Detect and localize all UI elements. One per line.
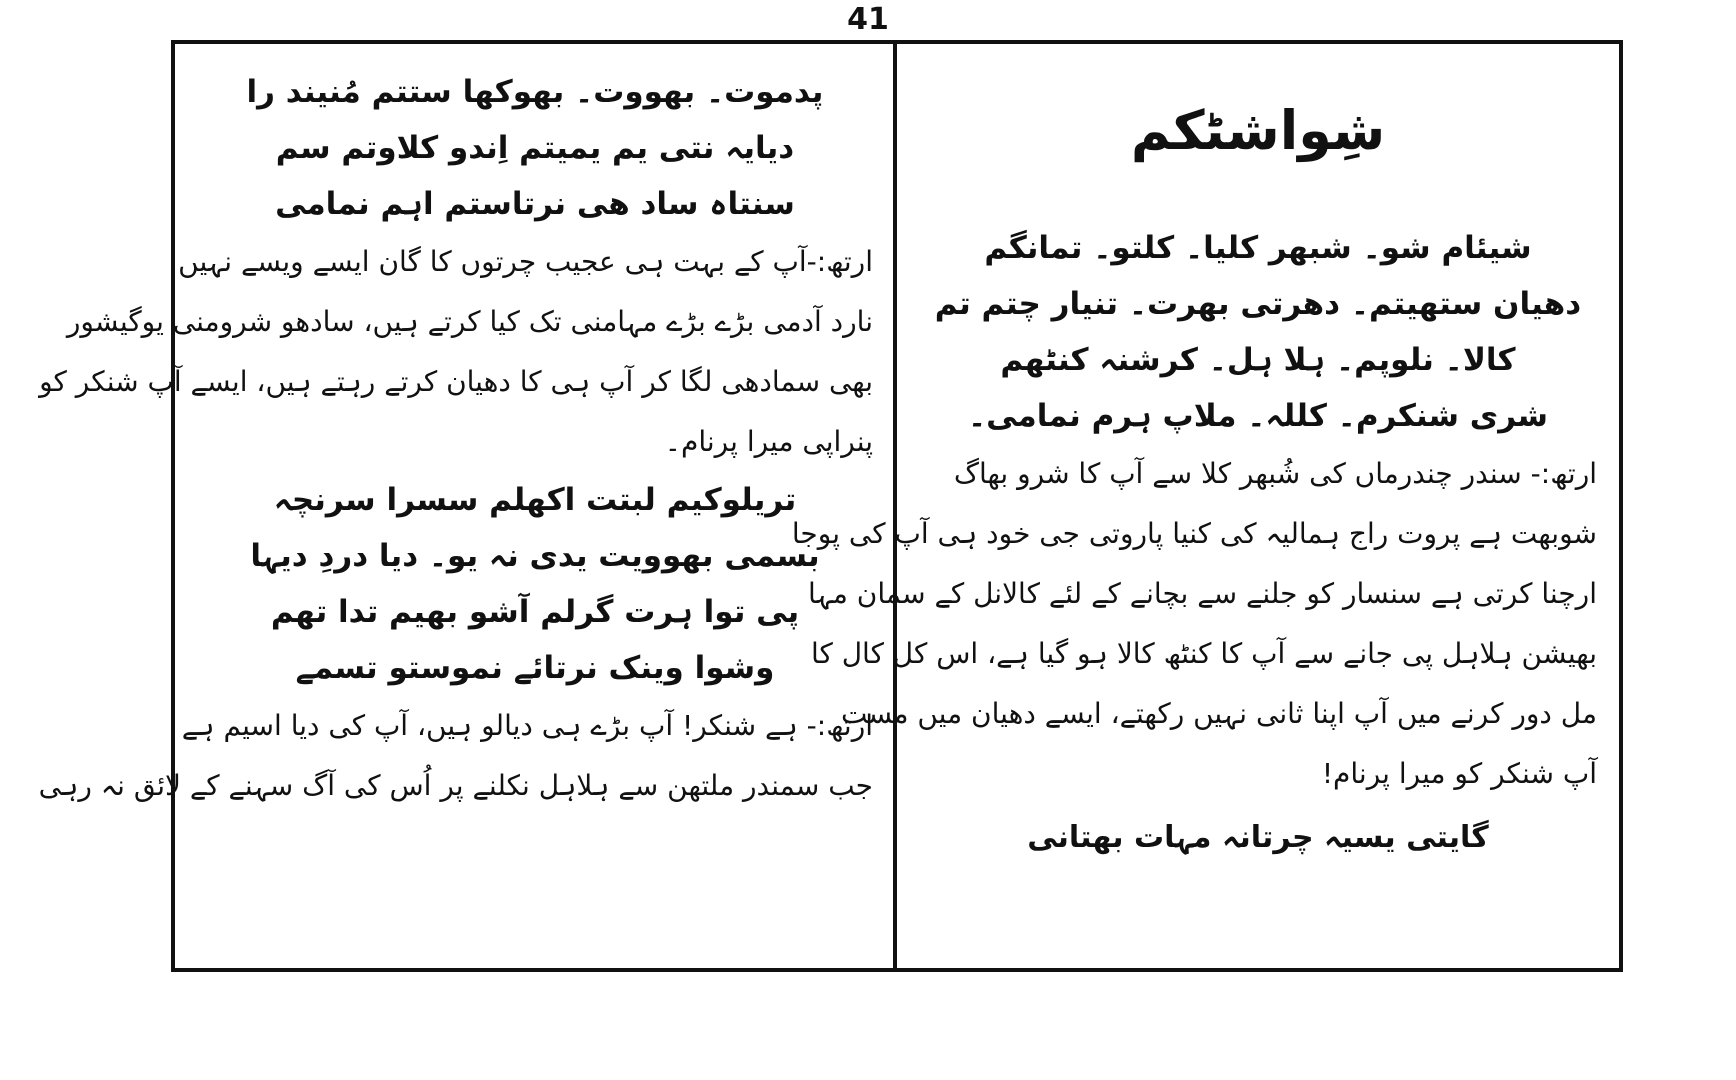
verse-line: شیئام شو۔ شبھر کلیا۔ کلتو۔ تمانگم [984,230,1532,266]
prose-line: مل دور کرنے میں آپ اپنا ثانی نہیں رکھتے، ایسے دھیان میں مست [841,697,1597,730]
verse-line: کالا۔ نلوپم۔ ہلا ہل۔ کرشنہ کنٹھم [1000,342,1516,378]
page-number: 41 [847,2,889,37]
prose-line: نارد آدمی بڑے بڑے مہامنی تک کیا کرتے ہیں، سادھو شرومنی یوگیشور [66,305,873,338]
right-column [791,44,1619,968]
prose-line: پنراپی میرا پرنام۔ [664,425,873,458]
verse-line: پی توا ہرت گرلم آشو بھیم تدا تھم [270,594,800,630]
prose-line: آپ شنکر کو میرا پرنام! [1321,757,1597,790]
prose-line: ارتھ:-آپ کے بہت ہی عجیب چرتوں کا گان ایسے ویسے نہیں [178,245,873,278]
prose-line: شوبھت ہے پروت راج ہمالیہ کی کنیا پاروتی جی خود ہی آپ کی پوجا [791,517,1597,550]
verse-line: پدموت۔ بھووت۔ بھوکھا ستتم مُنیند را [246,74,824,110]
prose-line: بھیشن ہلاہل پی جانے سے آپ کا کنٹھ کالا ہو گیا ہے، اس کل کال کا [810,637,1597,670]
verse-line: دیایہ نتی یم یمیتم اِندو کلاوتم سم [275,130,795,166]
verse-line: دھیان ستھیتم۔ دھرتی بھرت۔ تنیار چتم تم [934,286,1582,322]
prose-line: ارچنا کرتی ہے سنسار کو جلنے سے بچانے کے لئے کالانل کے سمان مہا [807,577,1597,610]
verse-line: سنتاہ ساد ھی نرتاستم اہم نمامی [275,186,795,222]
left-column [38,44,893,968]
prose-line: ارتھ:- ہے شنکر! آپ بڑے ہی دیالو ہیں، آپ کی دیا اسیم ہے [181,709,873,742]
section-heading: شِواشٹکم [1130,99,1386,162]
prose-line: بھی سمادھی لگا کر آپ ہی کا دھیان کرتے رہتے ہیں، ایسے آپ شنکر کو [39,365,873,398]
verse-line: شری شنکرم۔ کللہ۔ ملاپ ہرم نمامی۔ [968,398,1548,434]
prose-line: ارتھ:- سندر چندرماں کی شُبھر کلا سے آپ کا شرو بھاگ [953,457,1597,490]
prose-line: جب سمندر ملتھن سے ہلاہل نکلنے پر اُس کی آگ سہنے کے لائق نہ رہی [38,769,873,802]
verse-line: تریلوکیم لبتت اکھلم سسرا سرنچہ [273,482,797,518]
closing-verse: گایتی یسیہ چرتانہ مہات بھتانی [1027,820,1489,855]
verse-line: وشوا وینک نرتائے نموستو تسمے [295,650,775,686]
verse-line: بسمی بھوویت یدی نہ یو۔ دیا دردِ دیہا [250,538,820,574]
